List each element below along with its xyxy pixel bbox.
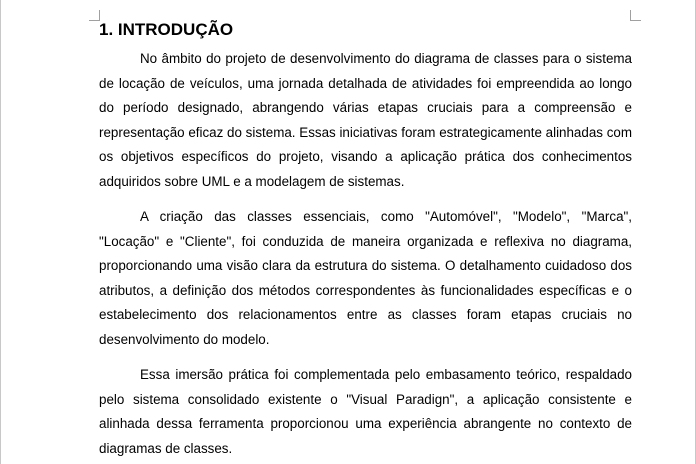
page-left-edge [0,0,1,464]
section-heading: 1. INTRODUÇÃO [99,20,234,39]
paragraph-1: No âmbito do projeto de desenvolvimento do diagrama de classes para o sistema de locação de veículos, uma jornada detalhada de atividades foi empreendida ao longo do período designado, abrangendo várias etapas cruciais para a compreensão e representação eficaz do sistema. Essas iniciativas foram estrategicamente alinhadas com os objetivos específicos do projeto, visando a aplicação prática dos conhecimentos adquiridos sobre UML e a modelagem de sistemas. [99,51,632,189]
paragraph-2: A criação das classes essenciais, como "Automóvel", "Modelo", "Marca", "Locação" e "Cliente", foi conduzida de maneira organizada e reflexiva no diagrama, proporcionando uma visão clara da estrutura do sistema. O detalhamento cuidadoso dos atributos, a definição dos métodos correspondentes às funcionalidades específicas e o estabelecimento dos relacionamentos entre as classes foram etapas cruciais no desenvolvimento do modelo. [99,209,632,347]
paragraph-3: Essa imersão prática foi complementada pelo embasamento teórico, respaldado pelo sistema consolidado existente o "Visual Paradign", a aplicação consistente e alinhada dessa ferramenta proporcionou uma experiência abrangente no contexto de diagramas de classes. [99,367,632,456]
document-body[interactable] [99,17,632,464]
